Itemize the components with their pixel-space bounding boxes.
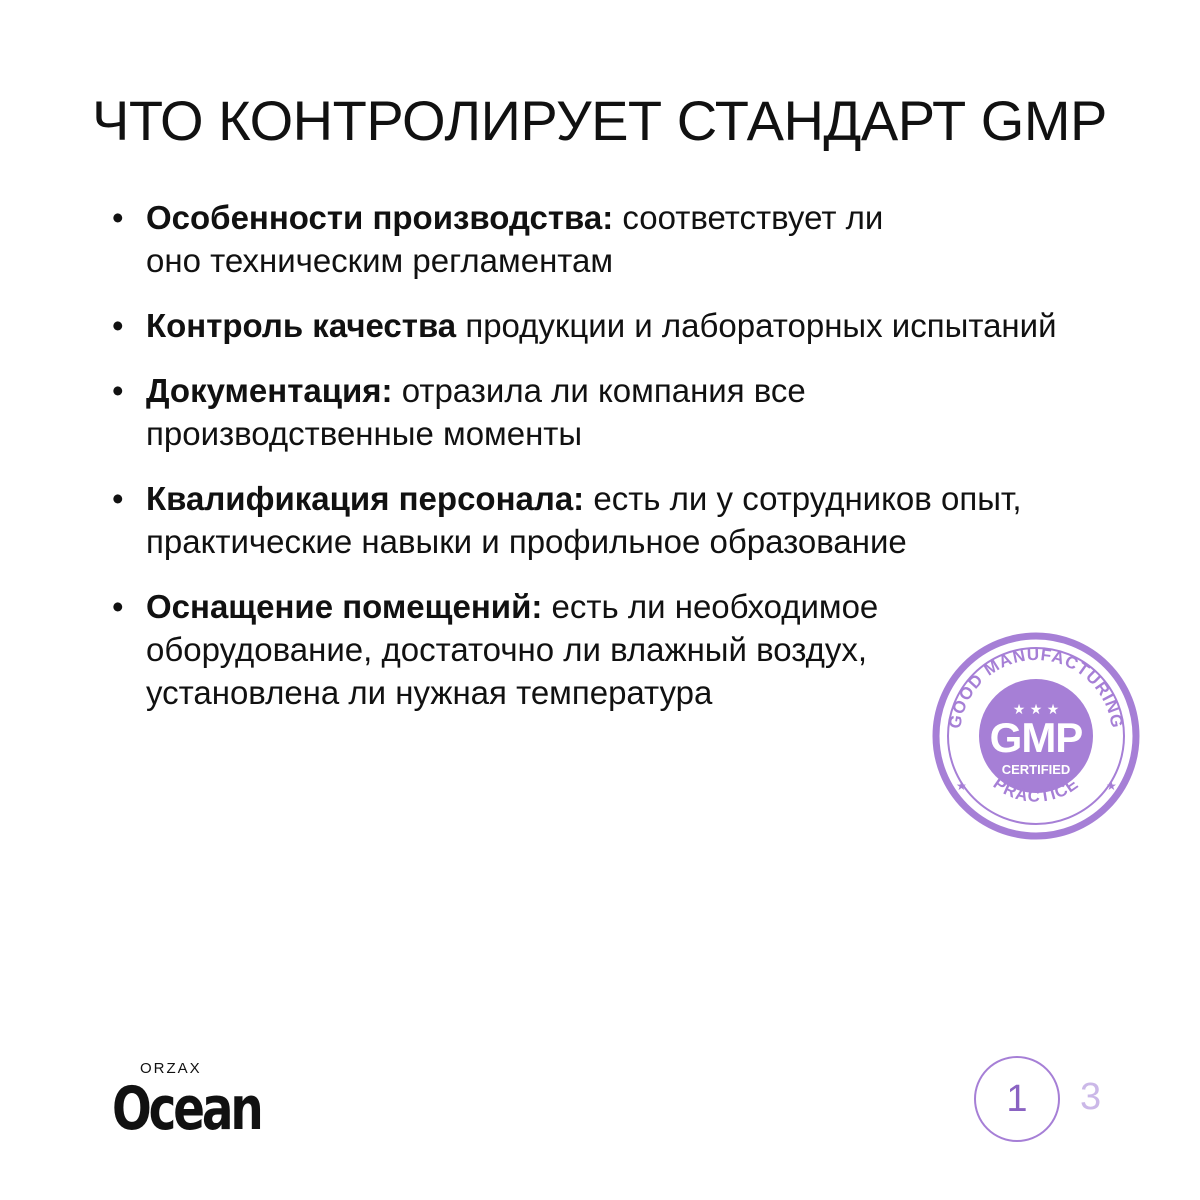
- badge-top-text: GOOD MANUFACTURING: [945, 644, 1127, 730]
- brand-logo-small: ORZAX: [140, 1060, 202, 1077]
- item-heading: Особенности производства:: [146, 199, 614, 236]
- brand-logo-big: Ocean: [112, 1074, 261, 1144]
- current-page: 1: [974, 1056, 1060, 1142]
- badge-star-left-icon: ★: [956, 779, 967, 793]
- badge-star-right-icon: ★: [1106, 779, 1117, 793]
- page-title: ЧТО КОНТРОЛИРУЕТ СТАНДАРТ GMP: [92, 89, 1107, 152]
- list-item: [112, 369, 866, 455]
- badge-bottom-text: PRACTICE: [989, 773, 1083, 806]
- badge-stars-icon: ★ ★ ★: [1012, 702, 1060, 718]
- item-text: продукции и лабораторных испытаний: [456, 307, 1057, 344]
- list-item: [112, 196, 936, 282]
- item-heading: Квалификация персонала:: [146, 480, 585, 517]
- list-item: [112, 304, 1112, 347]
- item-text: есть ли необходимое оборудование, достаточно ли влажный воздух, установлена ли нужная температура: [146, 588, 879, 711]
- badge-certified-text: CERTIFIED: [1001, 762, 1071, 777]
- gmp-certified-badge: [930, 630, 1142, 842]
- page-indicator: [974, 1056, 1114, 1144]
- list-item: [112, 585, 936, 714]
- item-text: отразила ли компания все производственные моменты: [146, 372, 806, 452]
- total-pages: 3: [1080, 1076, 1102, 1118]
- item-heading: Контроль качества: [146, 307, 457, 344]
- badge-gmp-text: GMP: [989, 714, 1083, 761]
- item-text: есть ли у сотрудников опыт, практические навыки и профильное образование: [146, 480, 1022, 560]
- item-heading: Документация:: [146, 372, 393, 409]
- list-item: [112, 477, 1076, 563]
- item-heading: Оснащение помещений:: [146, 588, 543, 625]
- item-text: соответствует ли оно техническим регламентам: [146, 199, 884, 279]
